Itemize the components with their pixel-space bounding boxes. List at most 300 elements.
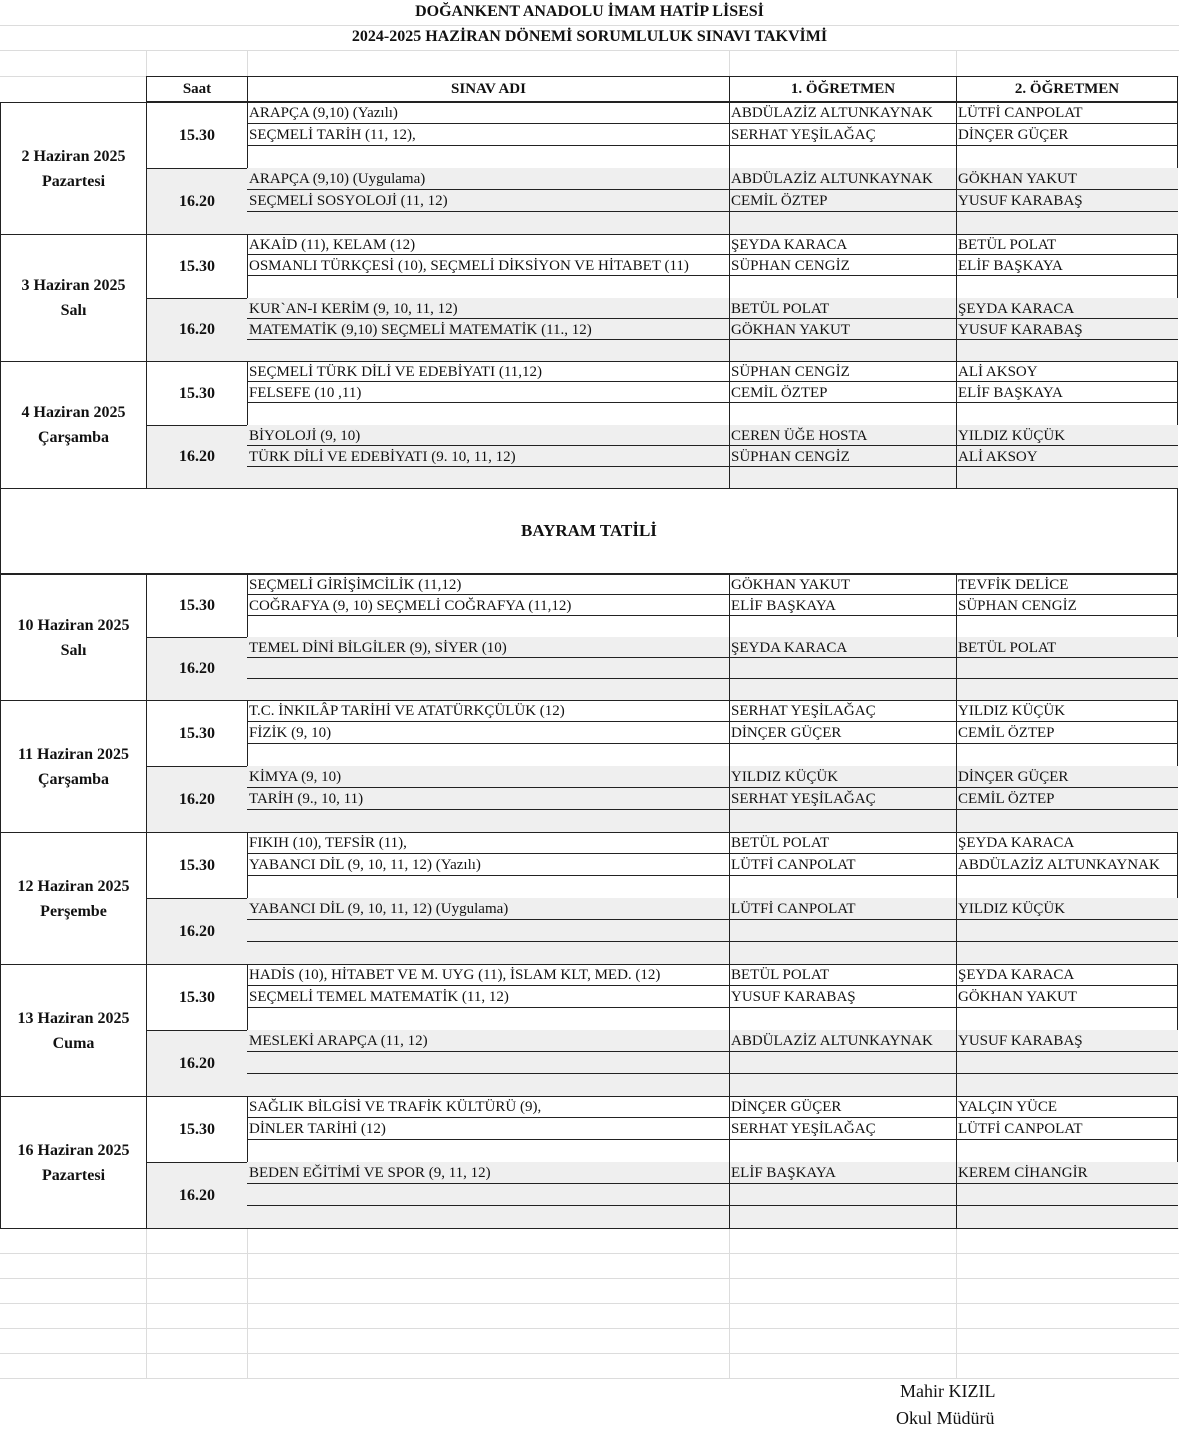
exam-row (247, 595, 1178, 616)
teacher-2 (956, 1206, 1178, 1228)
column-divider (956, 1162, 957, 1183)
exam-row (247, 574, 1178, 595)
exam-row (247, 298, 1178, 319)
column-divider (956, 942, 957, 964)
gridline (146, 50, 147, 76)
teacher-2: YILDIZ KÜÇÜK (958, 428, 1066, 444)
exam-row (247, 446, 1178, 467)
exam-row (247, 1184, 1178, 1206)
exam-name: YABANCI DİL (9, 10, 11, 12) (Yazılı) (249, 857, 481, 873)
gridline (729, 50, 730, 76)
exam-name (247, 920, 729, 942)
exam-name: OSMANLI TÜRKÇESİ (10), SEÇMELİ DİKSİYON VE HİTABET (11) (249, 258, 689, 274)
column-divider (956, 425, 957, 445)
column-divider (956, 403, 957, 425)
column-divider (956, 1074, 957, 1096)
teacher-1: SÜPHAN CENGİZ (731, 449, 850, 465)
exam-name: COĞRAFYA (9, 10) SEÇMELİ COĞRAFYA (11,12) (249, 598, 572, 614)
column-divider (956, 1206, 957, 1228)
column-header-teacher-2: 2. ÖĞRETMEN (956, 76, 1178, 102)
teacher-1 (729, 920, 956, 942)
column-divider (729, 876, 730, 898)
column-divider (729, 722, 730, 743)
teacher-2 (956, 616, 1178, 638)
exam-weekday: Pazartesi (41, 1166, 106, 1184)
exam-row (247, 403, 1178, 425)
exam-row (247, 832, 1178, 854)
teacher-1: SERHAT YEŞİLAĞAÇ (731, 791, 876, 807)
exam-row (247, 1052, 1178, 1074)
teacher-2: DİNÇER GÜÇER (958, 127, 1069, 143)
exam-row (247, 898, 1178, 920)
session-time: 16.20 (146, 1162, 248, 1229)
teacher-1: BETÜL POLAT (731, 835, 830, 851)
teacher-2: ALİ AKSOY (958, 364, 1038, 380)
gridline (0, 25, 1179, 26)
day-label-cell (0, 102, 147, 235)
exam-date: 2 Haziran 2025 (21, 147, 126, 165)
exam-weekday: Çarşamba (37, 770, 110, 788)
teacher-2: ABDÜLAZİZ ALTUNKAYNAK (958, 857, 1160, 873)
column-divider (956, 467, 957, 488)
column-divider (956, 854, 957, 875)
column-divider (729, 986, 730, 1007)
teacher-2: GÖKHAN YAKUT (958, 171, 1078, 187)
day-label-cell (0, 574, 147, 701)
exam-row (247, 920, 1178, 942)
exam-row (247, 425, 1178, 446)
exam-row (247, 1074, 1178, 1096)
column-divider (729, 234, 730, 254)
teacher-1 (729, 340, 956, 362)
column-divider (956, 1140, 957, 1162)
teacher-2 (956, 658, 1178, 680)
exam-row (247, 788, 1178, 810)
exam-name (247, 679, 729, 701)
session-time: 16.20 (146, 425, 248, 489)
column-divider (729, 616, 730, 637)
holiday-label: BAYRAM TATİLİ (521, 521, 657, 540)
column-divider (729, 744, 730, 766)
exam-date: 4 Haziran 2025 (21, 404, 126, 421)
column-divider (956, 722, 957, 743)
column-divider (956, 964, 957, 985)
teacher-1: ELİF BAŞKAYA (731, 1165, 836, 1181)
day-label-cell (0, 700, 147, 833)
column-divider (729, 700, 730, 721)
day-label-cell (0, 1096, 147, 1229)
column-divider (956, 255, 957, 275)
session-time: 16.20 (146, 1030, 248, 1097)
teacher-2: SÜPHAN CENGİZ (958, 598, 1077, 614)
column-divider (729, 102, 730, 123)
exam-name: SEÇMELİ TÜRK DİLİ VE EDEBİYATI (11,12) (249, 364, 543, 380)
column-divider (729, 361, 730, 381)
column-divider (729, 190, 730, 211)
column-divider (729, 425, 730, 445)
exam-row (247, 1008, 1178, 1030)
exam-name (247, 467, 729, 489)
exam-row (247, 1030, 1178, 1052)
column-divider (956, 986, 957, 1007)
exam-weekday: Salı (60, 302, 87, 319)
exam-name: SEÇMELİ TEMEL MATEMATİK (11, 12) (249, 989, 509, 1005)
column-divider (729, 679, 730, 700)
teacher-1 (729, 810, 956, 832)
gridline (0, 1353, 1179, 1354)
teacher-2: ALİ AKSOY (958, 449, 1038, 465)
column-divider (956, 810, 957, 832)
exam-row (247, 616, 1178, 637)
column-divider (729, 1052, 730, 1073)
teacher-1: SERHAT YEŞİLAĞAÇ (731, 1121, 876, 1137)
column-divider (956, 1118, 957, 1139)
teacher-1 (729, 679, 956, 701)
teacher-1: ŞEYDA KARACA (731, 640, 848, 656)
teacher-1 (729, 616, 956, 638)
schedule-title: 2024-2025 HAZİRAN DÖNEMİ SORUMLULUK SINAVI TAKVİMİ (351, 28, 828, 45)
teacher-2: YILDIZ KÜÇÜK (958, 901, 1066, 917)
column-divider (956, 574, 957, 594)
column-divider (729, 964, 730, 985)
gridline (0, 1253, 1179, 1254)
column-divider (956, 788, 957, 809)
teacher-2 (956, 146, 1178, 168)
teacher-2: GÖKHAN YAKUT (958, 989, 1078, 1005)
teacher-2 (956, 810, 1178, 832)
teacher-2 (956, 1052, 1178, 1074)
exam-weekday: Çarşamba (37, 429, 110, 446)
gridline (0, 1328, 1179, 1329)
column-divider (956, 361, 957, 381)
gridline (0, 1278, 1179, 1279)
column-divider (956, 744, 957, 766)
session-time: 15.30 (146, 964, 248, 1031)
teacher-1: ABDÜLAZİZ ALTUNKAYNAK (731, 1033, 933, 1049)
teacher-1: YUSUF KARABAŞ (731, 989, 856, 1005)
teacher-1 (729, 403, 956, 425)
teacher-2: ŞEYDA KARACA (958, 301, 1075, 317)
column-divider (956, 832, 957, 853)
exam-row (247, 1206, 1178, 1228)
column-divider (956, 234, 957, 254)
teacher-1: SÜPHAN CENGİZ (731, 364, 850, 380)
exam-name (247, 1184, 729, 1206)
teacher-1 (729, 1140, 956, 1162)
column-divider (956, 319, 957, 339)
column-divider (729, 898, 730, 919)
teacher-1 (729, 876, 956, 898)
teacher-2 (956, 679, 1178, 701)
gridline (146, 1228, 147, 1378)
column-divider (956, 637, 957, 657)
column-divider (956, 920, 957, 941)
column-divider (729, 574, 730, 594)
teacher-2: BETÜL POLAT (958, 640, 1057, 656)
column-divider (956, 146, 957, 168)
column-divider (729, 595, 730, 615)
teacher-2 (956, 212, 1178, 234)
teacher-2 (956, 920, 1178, 942)
exam-name: TÜRK DİLİ VE EDEBİYATI (9. 10, 11, 12) (249, 449, 516, 465)
exam-row (247, 382, 1178, 403)
exam-name (247, 1074, 729, 1096)
session-time: 16.20 (146, 637, 248, 701)
exam-weekday: Pazartesi (41, 172, 106, 190)
exam-name (247, 212, 729, 234)
column-divider (956, 700, 957, 721)
column-divider (729, 766, 730, 787)
exam-row (247, 361, 1178, 382)
teacher-1 (729, 1052, 956, 1074)
teacher-1 (729, 1008, 956, 1030)
exam-name (247, 403, 729, 425)
column-divider (729, 854, 730, 875)
exam-row (247, 810, 1178, 832)
exam-weekday: Perşembe (40, 902, 107, 920)
teacher-1: LÜTFİ CANPOLAT (731, 901, 856, 917)
column-divider (729, 124, 730, 145)
teacher-1: SERHAT YEŞİLAĞAÇ (731, 127, 876, 143)
teacher-2 (956, 1074, 1178, 1096)
exam-name: SEÇMELİ TARİH (11, 12), (249, 127, 416, 143)
teacher-2: ELİF BAŞKAYA (958, 258, 1063, 274)
teacher-1 (729, 146, 956, 168)
exam-name: YABANCI DİL (9, 10, 11, 12) (Uygulama) (249, 901, 509, 917)
exam-weekday: Salı (60, 641, 87, 659)
teacher-2 (956, 744, 1178, 766)
column-header-saat: Saat (146, 76, 248, 102)
exam-row (247, 276, 1178, 298)
teacher-2: KEREM CİHANGİR (958, 1165, 1088, 1181)
teacher-1: DİNÇER GÜÇER (731, 1099, 842, 1115)
exam-row (247, 102, 1178, 124)
column-divider (729, 1162, 730, 1183)
exam-name (247, 658, 729, 680)
day-label-cell (0, 234, 147, 362)
teacher-2: BETÜL POLAT (958, 237, 1057, 253)
teacher-1: CEMİL ÖZTEP (731, 193, 828, 209)
teacher-1 (729, 1206, 956, 1228)
column-divider (729, 319, 730, 339)
column-divider (729, 832, 730, 853)
signature-role: Okul Müdürü (896, 1408, 995, 1428)
exam-row (247, 1162, 1178, 1184)
teacher-1: ABDÜLAZİZ ALTUNKAYNAK (731, 171, 933, 187)
gridline (247, 1228, 248, 1378)
exam-name: FELSEFE (10 ,11) (249, 385, 362, 401)
column-divider (729, 1096, 730, 1117)
teacher-1: ELİF BAŞKAYA (731, 598, 836, 614)
exam-name (247, 276, 729, 298)
exam-name: MATEMATİK (9,10) SEÇMELİ MATEMATİK (11., 12) (249, 322, 592, 338)
exam-row (247, 234, 1178, 255)
session-time: 16.20 (146, 766, 248, 833)
teacher-2: YUSUF KARABAŞ (958, 322, 1083, 338)
exam-name (247, 942, 729, 964)
column-divider (956, 124, 957, 145)
teacher-2: CEMİL ÖZTEP (958, 791, 1055, 807)
column-divider (729, 298, 730, 318)
teacher-2 (956, 340, 1178, 362)
teacher-2: ŞEYDA KARACA (958, 967, 1075, 983)
column-divider (956, 1096, 957, 1117)
exam-row (247, 1096, 1178, 1118)
exam-row (247, 942, 1178, 964)
column-divider (729, 1074, 730, 1096)
exam-name: FIKIH (10), TEFSİR (11), (249, 835, 407, 851)
exam-name: ARAPÇA (9,10) (Yazılı) (249, 105, 398, 121)
exam-row (247, 854, 1178, 876)
teacher-1: LÜTFİ CANPOLAT (731, 857, 856, 873)
exam-name (247, 146, 729, 168)
teacher-2: YALÇIN YÜCE (958, 1099, 1058, 1115)
column-divider (956, 382, 957, 402)
column-divider (956, 190, 957, 211)
exam-name: AKAİD (11), KELAM (12) (249, 237, 416, 253)
day-label-cell (0, 964, 147, 1097)
gridline (729, 1228, 730, 1378)
column-divider (956, 595, 957, 615)
session-time: 16.20 (146, 168, 248, 235)
teacher-1: BETÜL POLAT (731, 967, 830, 983)
teacher-1: SÜPHAN CENGİZ (731, 258, 850, 274)
teacher-2: LÜTFİ CANPOLAT (958, 1121, 1083, 1137)
teacher-2 (956, 276, 1178, 298)
column-divider (956, 276, 957, 298)
column-divider (729, 467, 730, 488)
column-divider (729, 382, 730, 402)
teacher-1: ABDÜLAZİZ ALTUNKAYNAK (731, 105, 933, 121)
exam-row (247, 744, 1178, 766)
exam-row (247, 766, 1178, 788)
teacher-2 (956, 876, 1178, 898)
exam-name: BEDEN EĞİTİMİ VE SPOR (9, 11, 12) (249, 1165, 491, 1181)
teacher-2: LÜTFİ CANPOLAT (958, 105, 1083, 121)
teacher-1 (729, 1074, 956, 1096)
teacher-2: CEMİL ÖZTEP (958, 725, 1055, 741)
exam-row (247, 1118, 1178, 1140)
column-divider (729, 788, 730, 809)
exam-row (247, 637, 1178, 658)
exam-date: 10 Haziran 2025 (17, 616, 130, 634)
teacher-2: DİNÇER GÜÇER (958, 769, 1069, 785)
exam-name: TARİH (9., 10, 11) (249, 791, 364, 807)
exam-name (247, 876, 729, 898)
column-divider (729, 146, 730, 168)
exam-row (247, 146, 1178, 168)
column-divider (956, 1184, 957, 1205)
exam-row (247, 340, 1178, 361)
session-time: 15.30 (146, 700, 248, 767)
teacher-1: SERHAT YEŞİLAĞAÇ (731, 703, 876, 719)
exam-name (247, 340, 729, 362)
column-divider (729, 1030, 730, 1051)
column-divider (729, 255, 730, 275)
column-divider (956, 168, 957, 189)
exam-row (247, 124, 1178, 146)
exam-date: 3 Haziran 2025 (21, 277, 126, 294)
exam-name: SEÇMELİ GİRİŞİMCİLİK (11,12) (249, 577, 462, 593)
exam-name (247, 616, 729, 638)
exam-name: FİZİK (9, 10) (249, 725, 332, 741)
exam-row (247, 467, 1178, 488)
school-title: DOĞANKENT ANADOLU İMAM HATİP LİSESİ (415, 3, 764, 20)
column-divider (956, 1030, 957, 1051)
day-label-cell (0, 361, 147, 489)
exam-row (247, 255, 1178, 276)
exam-row (247, 964, 1178, 986)
column-divider (729, 446, 730, 466)
teacher-2: ŞEYDA KARACA (958, 835, 1075, 851)
session-time: 15.30 (146, 832, 248, 899)
teacher-1 (729, 744, 956, 766)
column-divider (729, 403, 730, 425)
exam-row (247, 679, 1178, 700)
exam-row (247, 700, 1178, 722)
gridline (0, 50, 1179, 51)
teacher-2 (956, 1140, 1178, 1162)
session-time: 15.30 (146, 1096, 248, 1163)
teacher-1 (729, 212, 956, 234)
teacher-1 (729, 1184, 956, 1206)
column-divider (956, 876, 957, 898)
exam-row (247, 190, 1178, 212)
column-divider (729, 920, 730, 941)
column-divider (729, 1008, 730, 1030)
gridline (247, 50, 248, 76)
column-divider (729, 168, 730, 189)
holiday-banner (0, 488, 1178, 574)
gridline (0, 1378, 1179, 1379)
exam-row (247, 319, 1178, 340)
teacher-1 (729, 942, 956, 964)
exam-name: TEMEL DİNİ BİLGİLER (9), SİYER (10) (249, 640, 507, 656)
exam-name (247, 810, 729, 832)
teacher-1: DİNÇER GÜÇER (731, 725, 842, 741)
gridline (0, 1303, 1179, 1304)
column-divider (956, 1052, 957, 1073)
exam-row (247, 986, 1178, 1008)
exam-name: KUR`AN-I KERİM (9, 10, 11, 12) (249, 301, 458, 317)
exam-name: SEÇMELİ SOSYOLOJİ (11, 12) (249, 193, 448, 209)
exam-date: 13 Haziran 2025 (17, 1009, 130, 1027)
gridline (956, 1228, 957, 1378)
teacher-2 (956, 1184, 1178, 1206)
session-time: 16.20 (146, 298, 248, 362)
exam-name (247, 1206, 729, 1228)
teacher-2: YUSUF KARABAŞ (958, 1033, 1083, 1049)
teacher-1: ŞEYDA KARACA (731, 237, 848, 253)
exam-name: KİMYA (9, 10) (249, 769, 342, 785)
exam-name: SAĞLIK BİLGİSİ VE TRAFİK KÜLTÜRÜ (9), (249, 1099, 542, 1115)
column-divider (729, 1206, 730, 1228)
teacher-1 (729, 467, 956, 489)
teacher-1 (729, 276, 956, 298)
teacher-2 (956, 1008, 1178, 1030)
column-divider (729, 1140, 730, 1162)
column-header-sinav-adi: SINAV ADI (247, 76, 730, 102)
column-divider (729, 942, 730, 964)
exam-row (247, 168, 1178, 190)
exam-name: DİNLER TARİHİ (12) (249, 1121, 386, 1137)
exam-row (247, 212, 1178, 234)
teacher-1: CEREN ÜĞE HOSTA (731, 428, 868, 444)
column-divider (729, 340, 730, 361)
column-divider (956, 340, 957, 361)
exam-name (247, 1008, 729, 1030)
teacher-1: YILDIZ KÜÇÜK (731, 769, 839, 785)
